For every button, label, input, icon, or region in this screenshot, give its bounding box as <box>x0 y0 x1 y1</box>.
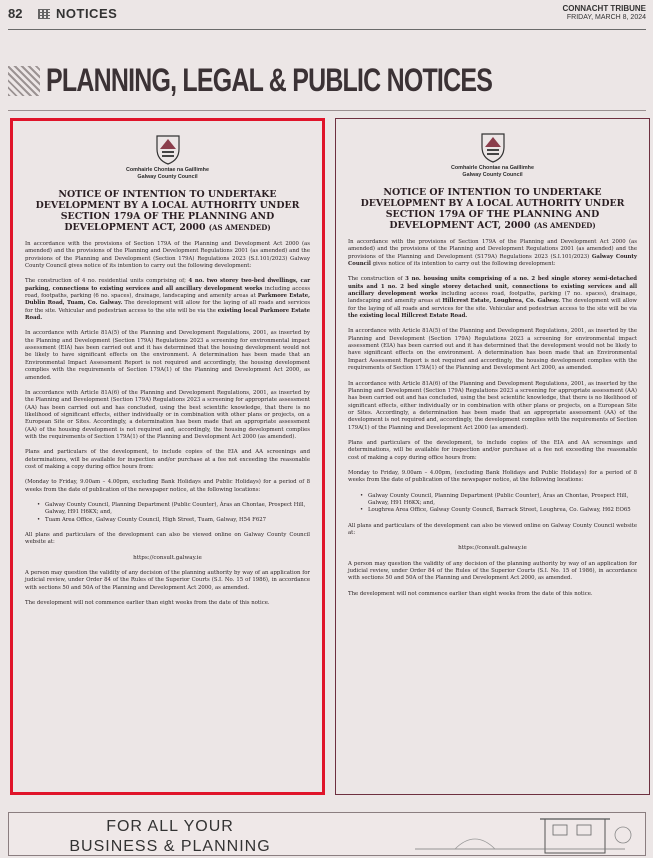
page-number: 82 <box>8 6 23 21</box>
eia-paragraph: In accordance with Article 81A(5) of the Planning and Development Regulations, 2001, as inserted by the Planning and Development (Section 179A) Regulations 2023 a screening for environmental impact assessment (EIA) has been carried out and it has determined that the development would not be likely to have significant effects on the environment. A determination has been made that an Environmental Impact Assessment Report is not required and accordingly, the housing development complies with the requirements of Section 179A(1) of the Planning and Development Act 2000, as amended. <box>348 328 637 372</box>
ad-headline-line1: FOR ALL YOUR <box>106 818 234 835</box>
council-name-irish: Comhairle Chontae na Gaillimhe <box>451 165 534 171</box>
commencement-paragraph: The development will not commence earlier than eight weeks from the date of this notice. <box>25 600 270 607</box>
issue-date: FRIDAY, MARCH 8, 2024 <box>566 14 646 21</box>
council-name-english: Galway County Council <box>137 174 198 180</box>
council-name-english: Galway County Council <box>462 172 523 178</box>
notice-paragraph: In accordance with the provisions of Section 179A of the Planning and Development Act 2000 (as amended) and the provisions of the Planning and Development Regulations 2001 (as amended) and the provisions of the Planning and Development (Section 179A) Regulations 2023 (S.I.101/2023) Galway County Council gives notice of its intention to carry out the following development: <box>25 241 310 270</box>
judicial-review-paragraph: A person may question the validity of any decision of the planning authority by way of an application for judicial review, under Order 84 of the Rules of the Superior Courts (S.I. No. 15 of 1986), in accordance with sections 50 and 50A of the Planning and Development Act 2000, as amended. <box>348 560 637 582</box>
online-paragraph: All plans and particulars of the development can also be viewed online on Galway County Council website at: <box>25 532 310 546</box>
hours-paragraph: (Monday to Friday, 9.00am – 4.00pm, excluding Bank Holidays and Public Holidays) for a period of 8 weeks from the date of publication of the newspaper notice, at the following locations: <box>25 479 310 493</box>
location-item: • Loughrea Area Office, Galway County Council, Barrack Street, Loughrea, Co. Galway, H62 EO65 <box>360 507 637 514</box>
notice-tuam <box>10 118 325 795</box>
eia-paragraph: In accordance with Article 81A(5) of the Planning and Development Regulations, 2001, as inserted by the Planning and Development (Section 179A) Regulations 2023 a screening for environmental impact assessment (EIA) has been carried out and it has determined that the housing development would not be likely to have significant effects on the environment. A determination has been made that an Environmental Impact Assessment Report is not required and accordingly, the housing development complies with the requirements of Section 179A(1) of the Planning and Development Act 2000, as amended. <box>25 330 310 381</box>
header-rule <box>8 29 646 30</box>
consult-url[interactable]: https://consult.galway.ie <box>133 554 202 561</box>
banner-hatch-decoration <box>8 66 40 96</box>
page-banner-title: PLANNING, LEGAL & PUBLIC NOTICES <box>46 62 493 98</box>
location-item: • Galway County Council, Planning Department (Public Counter), Áras an Chontae, Prospect Hill, Galway, H91 H6KX; and, <box>37 502 310 517</box>
notice-paragraph: In accordance with the provisions of Section 179A of the Planning and Development Act 2000 (as amended) and the provisions of the Planning and Development Regulations 2001 (as amended) and the provisions of the Planning and Development (S179A) Regulations 2023 (S.I.101/2023) Galway County Council gives notice of its intention to carry out the following development: <box>348 239 637 268</box>
plans-paragraph: Plans and particulars of the development, to include copies of the EIA and AA screenings and determinations, will be available for inspection and/or purchase at a fee not exceeding the reasonable cost of making a copy during office hours from: <box>25 449 310 470</box>
location-item: • Galway County Council, Planning Department (Public Counter), Áras an Chontae, Prospect Hill, Galway, H91 H6KX; and, <box>360 493 637 508</box>
aa-paragraph: In accordance with Article 81A(6) of the Planning and Development Regulations, 2001, as inserted by the Planning and Development (Section 179A) Regulations 2023 a screening for appropriate assessment (AA) has been carried out and has concluded, using the best scientific knowledge, that there is no likelihood of significant effects, either individually or in combination with other plans or projects, on a European Site or Sites. Accordingly, a determination has been made that an appropriate assessment (AA) of the development is not required and, accordingly, the development complies with the requirements of Section 179A(1) of the Planning and Development Act 2000 (as amended). <box>348 380 637 431</box>
banner-rule <box>8 110 646 111</box>
council-crest-icon <box>155 133 181 165</box>
development-description: The construction of 4 no. residential units comprising of; 4 no. two storey two-bed dwellings, car parking, connections to existing services and all ancillary development works including access road, footpaths, parking (6 no. spaces), drainage, landscaping and amenity areas at Parkmore Estate, Dublin Road, Tuam, Co. Galway. The development will allow for the laying of all roads and services for the site. Vehicular and pedestrian access to the site will be via the existing local Parkmore Estate Road. <box>25 278 311 322</box>
hours-paragraph: Monday to Friday, 9.00am – 4.00pm, (excluding Bank Holidays and Public Holidays) for a period of 8 weeks from the date of publication of the newspaper notice, at the following locations: <box>348 469 637 484</box>
council-name-irish: Comhairle Chontae na Gaillimhe <box>126 167 209 173</box>
ad-headline-line2: BUSINESS & PLANNING <box>69 838 271 855</box>
online-paragraph: All plans and particulars of the development can also be viewed online on Galway County Council website at: <box>348 522 637 536</box>
notice-loughrea <box>335 118 650 795</box>
aa-paragraph: In accordance with Article 81A(6) of the Planning and Development Regulations, 2001, as inserted by the Planning and Development (Section 179A) Regulations 2023 a screening for appropriate assessment (AA) has been carried out and has concluded, using the best scientific knowledge, that there is no likelihood of significant effects, either individually or in combination with other plans or projects, on a European Site or Sites. Accordingly, a determination has been made that an appropriate assessment (AA) of the housing development is not required and, accordingly, the housing development complies with the requirements of Section 179A(1) of the Planning and Development Act 2000 (as amended). <box>25 389 310 440</box>
notice-title: NOTICE OF INTENTION TO UNDERTAKE DEVELOPMENT BY A LOCAL AUTHORITY UNDER SECTION 179A OF THE PLANNING AND DEVELOPMENT ACT, 2000 (AS AMENDED) <box>360 187 625 231</box>
judicial-review-paragraph: A person may question the validity of any decision of the planning authority by way of an application for judicial review, under Order 84 of the Rules of the Superior Courts (S.I. No. 15 of 1986), in accordance with sections 50 and 50A of the Planning and Development Act 2000, as amended. <box>25 570 310 591</box>
plans-paragraph: Plans and particulars of the development, to include copies of the EIA and AA screenings and determinations, will be available for inspection and/or purchase at a fee not exceeding the reasonable cost of making a copy during office hours from: <box>348 439 637 461</box>
council-crest-icon <box>480 131 506 163</box>
development-description: The construction of 3 no. housing units comprising of a no. 2 bed single storey semi-detached units and 1 no. 2 bed single storey detached unit, connections to existing services and all ancillary development works including access road, footpaths, parking (7 no. spaces), drainage, landscaping and amenity areas at Hillcrest Estate, Loughrea, Co. Galway. The development will allow for the laying of all roads and services for the site. Vehicular and pedestrian access to the site will be via the existing local Hillcrest Estate Road. <box>348 276 638 320</box>
location-item: • Tuam Area Office, Galway County Council, High Street, Tuam, Galway, H54 F627 <box>37 517 310 524</box>
architectural-sketch-image <box>395 815 635 854</box>
notice-title: NOTICE OF INTENTION TO UNDERTAKE DEVELOPMENT BY A LOCAL AUTHORITY UNDER SECTION 179A OF THE PLANNING AND DEVELOPMENT ACT, 2000 (AS AMENDED) <box>35 189 300 233</box>
consult-url[interactable]: https://consult.galway.ie <box>458 545 527 552</box>
commencement-paragraph: The development will not commence earlier than eight weeks from the date of this notice. <box>348 590 593 597</box>
section-grid-icon <box>38 9 50 19</box>
section-title: NOTICES <box>56 6 118 21</box>
newspaper-name: CONNACHT TRIBUNE <box>562 4 646 13</box>
